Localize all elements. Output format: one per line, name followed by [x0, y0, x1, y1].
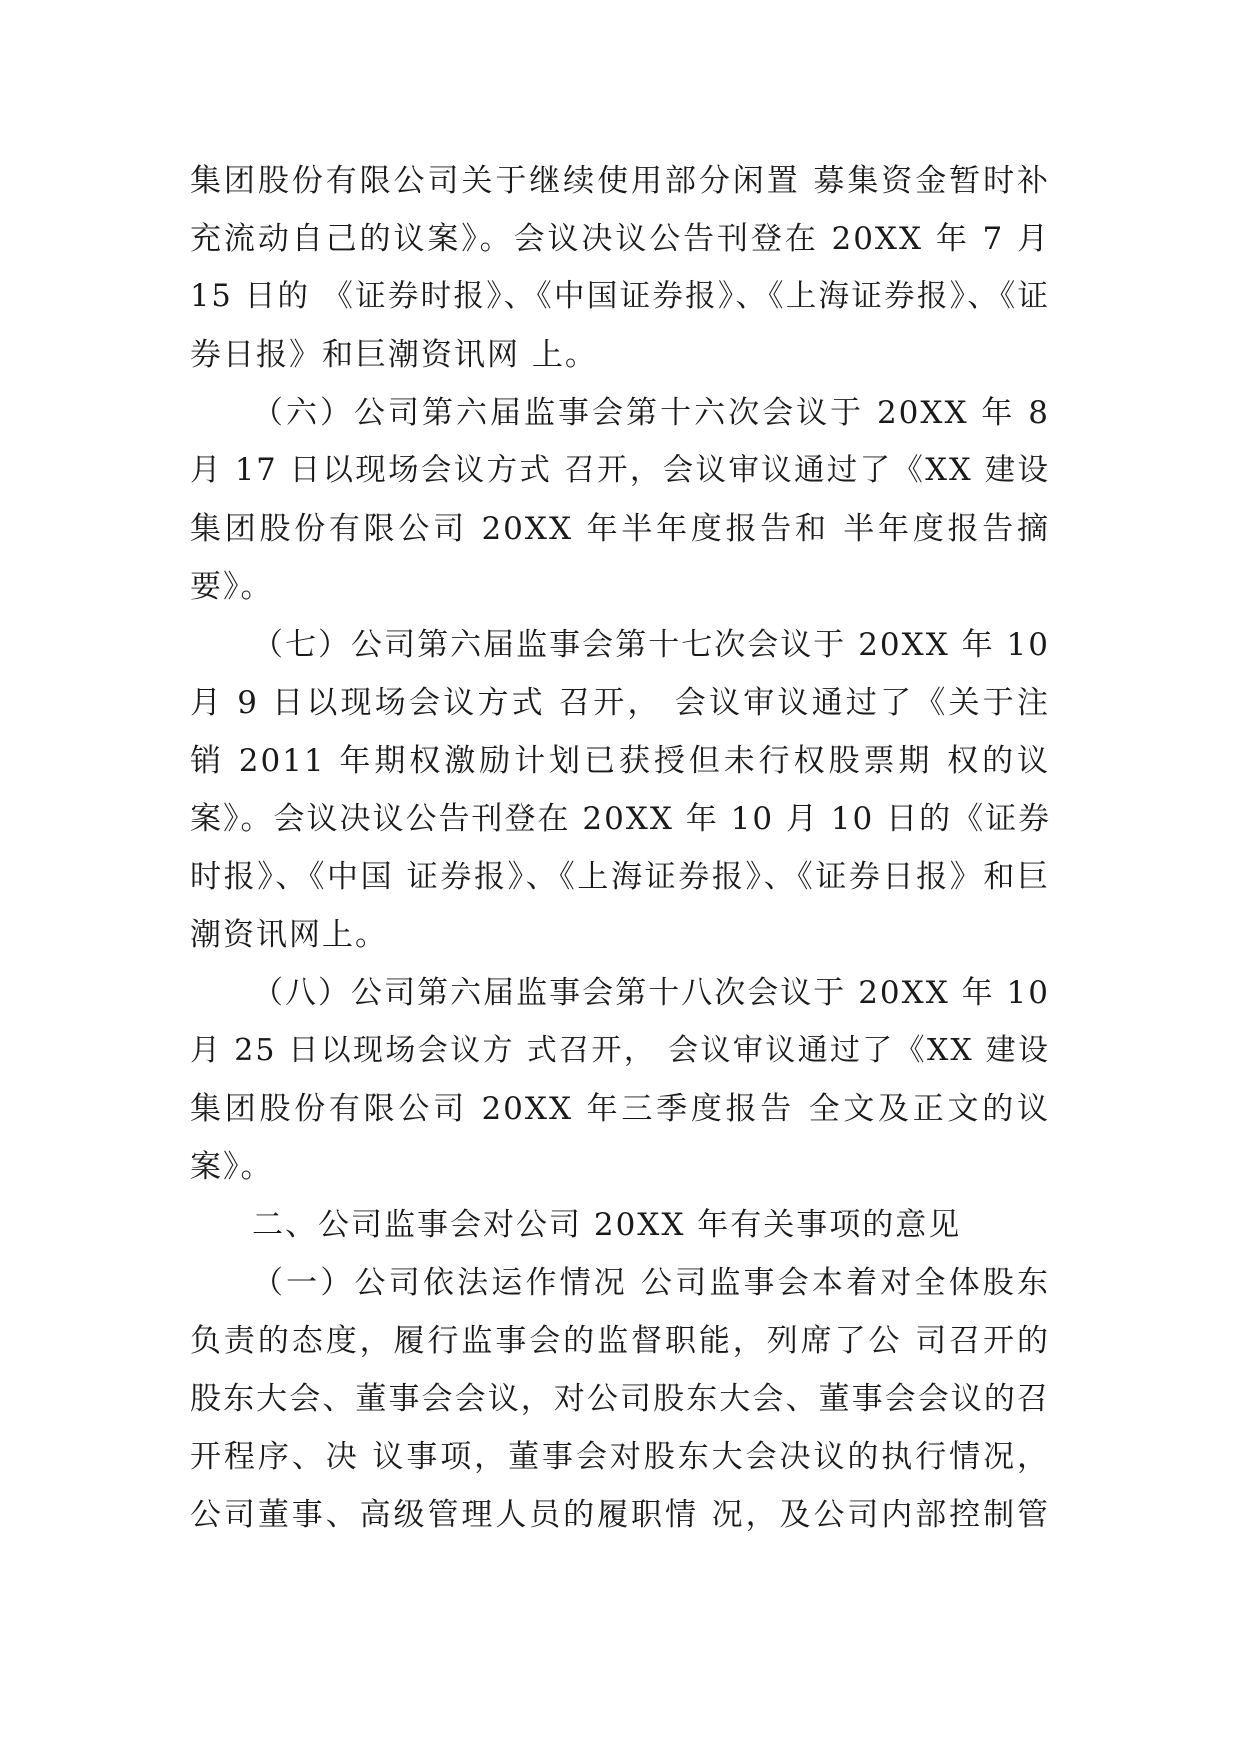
text-line: （八）公司第六届监事会第十八次会议于 20XX 年 10: [252, 975, 1050, 1011]
text-line: 二、公司监事会对公司 20XX 年有关事项的意见: [252, 1207, 962, 1243]
text-line: 销 2011 年期权激励计划已获授但未行权股票期 权的议: [190, 743, 1050, 779]
text-line: （一）公司依法运作情况 公司监事会本着对全体股东: [252, 1265, 1050, 1301]
text-line: 开程序、决 议事项，董事会对股东大会决议的执行情况，: [190, 1439, 1050, 1475]
text-line: 集团股份有限公司关于继续使用部分闲置 募集资金暂时补: [190, 163, 1050, 199]
text-line: 案》。会议决议公告刊登在 20XX 年 10 月 10 日的《证券: [190, 801, 1052, 837]
text-line: 潮资讯网上。: [190, 917, 388, 953]
document-body: [190, 152, 1050, 1544]
text-line: 要》。: [190, 569, 274, 605]
text-line: （七）公司第六届监事会第十七次会议于 20XX 年 10: [252, 627, 1050, 663]
text-line: 集团股份有限公司 20XX 年三季度报告 全文及正文的议: [190, 1091, 1050, 1127]
text-line: 集团股份有限公司 20XX 年半年度报告和 半年度报告摘: [190, 511, 1050, 547]
text-line: 时报》、《中国 证券报》、《上海证券报》、《证券日报》和巨: [190, 859, 1050, 895]
text-line: 案》。: [190, 1149, 274, 1185]
text-line: 15 日的 《证券时报》、《中国证券报》、《上海证券报》、《证: [190, 279, 1050, 314]
text-line: 月 25 日以现场会议方 式召开， 会议审议通过了《XX 建设: [190, 1033, 1050, 1068]
text-line: （六）公司第六届监事会第十六次会议于 20XX 年 8: [252, 395, 1050, 431]
text-line: 充流动自己的议案》。会议决议公告刊登在 20XX 年 7 月: [190, 221, 1050, 257]
text-line: 公司董事、高级管理人员的履职情 况，及公司内部控制管: [190, 1497, 1050, 1533]
text-line: 券日报》和巨潮资讯网 上。: [190, 337, 598, 373]
text-line: 股东大会、董事会会议，对公司股东大会、董事会会议的召: [190, 1381, 1050, 1417]
text-line: 月 17 日以现场会议方式 召开，会议审议通过了《XX 建设: [190, 453, 1050, 488]
text-line: 月 9 日以现场会议方式 召开， 会议审议通过了《关于注: [190, 685, 1050, 721]
text-line: 负责的态度，履行监事会的监督职能，列席了公 司召开的: [190, 1323, 1050, 1359]
